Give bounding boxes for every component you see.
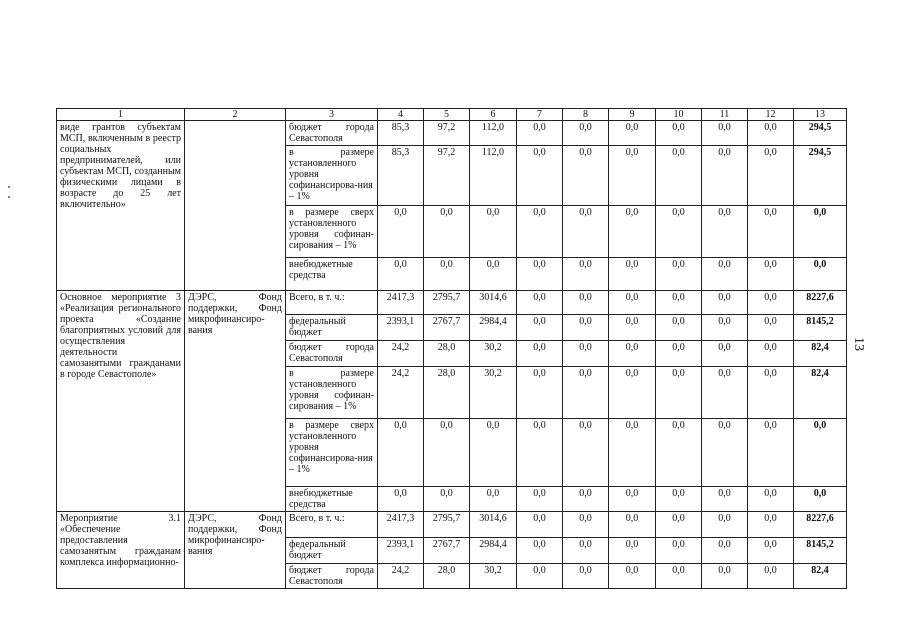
value-cell: 0,0 — [517, 564, 563, 589]
value-cell: 0,0 — [517, 206, 563, 258]
value-cell: 0,0 — [656, 341, 702, 367]
value-cell: 0,0 — [563, 258, 609, 291]
value-cell: 0,0 — [563, 512, 609, 538]
header-cell: 11 — [702, 109, 748, 121]
value-cell: 0,0 — [424, 258, 470, 291]
value-cell: 0,0 — [609, 419, 656, 487]
value-cell: 0,0 — [424, 419, 470, 487]
value-cell: 2393,1 — [378, 538, 424, 564]
page-number: 13 — [851, 337, 866, 351]
value-cell: 0,0 — [702, 419, 748, 487]
value-cell: 0,0 — [702, 258, 748, 291]
value-cell: 0,0 — [517, 291, 563, 315]
value-cell: 0,0 — [656, 367, 702, 419]
value-cell: 0,0 — [470, 206, 517, 258]
value-cell: 0,0 — [656, 419, 702, 487]
value-cell: 2984,4 — [470, 538, 517, 564]
funding-source-cell: в размере сверх установленного уровня софинан-сирования – 1% — [286, 206, 378, 258]
value-cell: 2767,7 — [424, 315, 470, 341]
value-cell: 0,0 — [702, 291, 748, 315]
value-cell: 0,0 — [609, 367, 656, 419]
value-cell: 0,0 — [702, 487, 748, 512]
header-cell: 6 — [470, 109, 517, 121]
total-cell: 0,0 — [794, 419, 847, 487]
value-cell: 0,0 — [609, 538, 656, 564]
value-cell: 0,0 — [563, 538, 609, 564]
value-cell: 0,0 — [470, 487, 517, 512]
value-cell: 0,0 — [656, 291, 702, 315]
funding-source-cell: бюджет города Севастополя — [286, 121, 378, 146]
value-cell: 0,0 — [702, 341, 748, 367]
total-cell: 0,0 — [794, 487, 847, 512]
budget-table — [56, 108, 847, 589]
value-cell: 0,0 — [609, 564, 656, 589]
value-cell: 0,0 — [563, 291, 609, 315]
value-cell: 0,0 — [517, 121, 563, 146]
value-cell: 0,0 — [609, 206, 656, 258]
activity-name-cell: Мероприятие 3.1 «Обеспечение предоставления самозанятым гражданам комплекса информационно- — [57, 512, 185, 589]
value-cell: 0,0 — [702, 315, 748, 341]
value-cell: 0,0 — [656, 564, 702, 589]
value-cell: 0,0 — [378, 206, 424, 258]
value-cell: 0,0 — [470, 258, 517, 291]
table-row — [57, 512, 847, 538]
value-cell: 3014,6 — [470, 291, 517, 315]
value-cell: 0,0 — [517, 512, 563, 538]
value-cell: 0,0 — [470, 419, 517, 487]
total-cell: 0,0 — [794, 206, 847, 258]
value-cell: 2767,7 — [424, 538, 470, 564]
value-cell: 0,0 — [378, 258, 424, 291]
value-cell: 2417,3 — [378, 291, 424, 315]
total-cell: 8145,2 — [794, 538, 847, 564]
value-cell: 0,0 — [517, 538, 563, 564]
value-cell: 0,0 — [563, 315, 609, 341]
value-cell: 24,2 — [378, 564, 424, 589]
funding-source-cell: внебюджетные средства — [286, 487, 378, 512]
header-cell: 10 — [656, 109, 702, 121]
value-cell: 0,0 — [748, 538, 794, 564]
funding-source-cell: бюджет города Севастополя — [286, 341, 378, 367]
value-cell: 0,0 — [748, 367, 794, 419]
value-cell: 0,0 — [609, 121, 656, 146]
executor-cell — [185, 121, 286, 291]
value-cell: 0,0 — [656, 146, 702, 206]
executor-cell: ДЭРС, Фонд поддержки, Фонд микрофинансиро-вания — [185, 512, 286, 589]
value-cell: 0,0 — [748, 121, 794, 146]
funding-source-cell: в размере установленного уровня софинан-сирования – 1% — [286, 367, 378, 419]
value-cell: 97,2 — [424, 121, 470, 146]
value-cell: 0,0 — [424, 487, 470, 512]
value-cell: 0,0 — [563, 564, 609, 589]
table-row — [57, 121, 847, 146]
value-cell: 0,0 — [517, 258, 563, 291]
header-cell: 4 — [378, 109, 424, 121]
value-cell: 0,0 — [517, 341, 563, 367]
value-cell: 0,0 — [656, 121, 702, 146]
header-cell: 12 — [748, 109, 794, 121]
header-cell: 9 — [609, 109, 656, 121]
value-cell: 30,2 — [470, 341, 517, 367]
value-cell: 0,0 — [563, 419, 609, 487]
value-cell: 0,0 — [609, 291, 656, 315]
header-cell: 5 — [424, 109, 470, 121]
total-cell: 8227,6 — [794, 291, 847, 315]
value-cell: 0,0 — [702, 564, 748, 589]
value-cell: 30,2 — [470, 367, 517, 419]
value-cell: 28,0 — [424, 341, 470, 367]
value-cell: 85,3 — [378, 121, 424, 146]
value-cell: 0,0 — [748, 512, 794, 538]
value-cell: 97,2 — [424, 146, 470, 206]
value-cell: 0,0 — [517, 487, 563, 512]
activity-name-cell: Основное мероприятие 3 «Реализация регионального проекта «Создание благоприятных условий для осуществления деятельности самозанятыми гражданами в городе Севастополе» — [57, 291, 185, 512]
value-cell: 0,0 — [517, 419, 563, 487]
value-cell: 0,0 — [748, 564, 794, 589]
value-cell: 0,0 — [563, 341, 609, 367]
value-cell: 0,0 — [702, 206, 748, 258]
header-cell: 13 — [794, 109, 847, 121]
value-cell: 0,0 — [563, 487, 609, 512]
funding-source-cell: Всего, в т. ч.: — [286, 291, 378, 315]
value-cell: 0,0 — [748, 206, 794, 258]
total-cell: 8227,6 — [794, 512, 847, 538]
value-cell: 0,0 — [748, 419, 794, 487]
value-cell: 0,0 — [702, 538, 748, 564]
value-cell: 0,0 — [702, 367, 748, 419]
value-cell: 30,2 — [470, 564, 517, 589]
total-cell: 82,4 — [794, 564, 847, 589]
value-cell: 112,0 — [470, 146, 517, 206]
value-cell: 2417,3 — [378, 512, 424, 538]
value-cell: 0,0 — [748, 315, 794, 341]
value-cell: 0,0 — [609, 341, 656, 367]
table-row — [57, 291, 847, 315]
total-cell: 82,4 — [794, 367, 847, 419]
funding-source-cell: Всего, в т. ч.: — [286, 512, 378, 538]
value-cell: 0,0 — [517, 367, 563, 419]
value-cell: 24,2 — [378, 367, 424, 419]
total-cell: 294,5 — [794, 121, 847, 146]
value-cell: 0,0 — [563, 206, 609, 258]
value-cell: 0,0 — [378, 419, 424, 487]
value-cell: 0,0 — [563, 367, 609, 419]
value-cell: 2393,1 — [378, 315, 424, 341]
value-cell: 0,0 — [563, 121, 609, 146]
value-cell: 3014,6 — [470, 512, 517, 538]
value-cell: 112,0 — [470, 121, 517, 146]
value-cell: 0,0 — [702, 121, 748, 146]
value-cell: 0,0 — [748, 258, 794, 291]
value-cell: 0,0 — [609, 487, 656, 512]
value-cell: 0,0 — [656, 487, 702, 512]
value-cell: 0,0 — [748, 146, 794, 206]
value-cell: 2795,7 — [424, 512, 470, 538]
value-cell: 0,0 — [702, 512, 748, 538]
value-cell: 0,0 — [517, 146, 563, 206]
value-cell: 0,0 — [424, 206, 470, 258]
header-cell: 1 — [57, 109, 185, 121]
funding-source-cell: в размере установленного уровня софинансирова-ния – 1% — [286, 146, 378, 206]
value-cell: 0,0 — [748, 341, 794, 367]
value-cell: 0,0 — [656, 315, 702, 341]
value-cell: 0,0 — [656, 258, 702, 291]
funding-source-cell: внебюджетные средства — [286, 258, 378, 291]
value-cell: 24,2 — [378, 341, 424, 367]
total-cell: 294,5 — [794, 146, 847, 206]
value-cell: 2984,4 — [470, 315, 517, 341]
header-cell: 8 — [563, 109, 609, 121]
value-cell: 0,0 — [656, 538, 702, 564]
value-cell: 0,0 — [702, 146, 748, 206]
activity-name-cell: виде грантов субъектам МСП, включенным в реестр социальных предпринимателей, или субъектам МСП, созданным физическими лицами в возрасте до 25 лет включительно» — [57, 121, 185, 291]
value-cell: 0,0 — [517, 315, 563, 341]
total-cell: 82,4 — [794, 341, 847, 367]
value-cell: 28,0 — [424, 367, 470, 419]
value-cell: 0,0 — [609, 512, 656, 538]
value-cell: 0,0 — [563, 146, 609, 206]
value-cell: 0,0 — [656, 206, 702, 258]
funding-source-cell: бюджет города Севастополя — [286, 564, 378, 589]
funding-source-cell: федеральный бюджет — [286, 538, 378, 564]
total-cell: 0,0 — [794, 258, 847, 291]
value-cell: 0,0 — [609, 146, 656, 206]
header-row — [57, 109, 847, 121]
funding-source-cell: федеральный бюджет — [286, 315, 378, 341]
value-cell: 0,0 — [656, 512, 702, 538]
scan-speck — [8, 196, 10, 198]
executor-cell: ДЭРС, Фонд поддержки, Фонд микрофинансиро-вания — [185, 291, 286, 512]
value-cell: 85,3 — [378, 146, 424, 206]
scan-speck — [8, 186, 10, 188]
value-cell: 0,0 — [748, 291, 794, 315]
value-cell: 0,0 — [378, 487, 424, 512]
header-cell: 3 — [286, 109, 378, 121]
header-cell: 7 — [517, 109, 563, 121]
value-cell: 0,0 — [609, 258, 656, 291]
funding-source-cell: в размере сверх установленного уровня софинансирова-ния – 1% — [286, 419, 378, 487]
value-cell: 2795,7 — [424, 291, 470, 315]
value-cell: 0,0 — [609, 315, 656, 341]
value-cell: 0,0 — [748, 487, 794, 512]
header-cell: 2 — [185, 109, 286, 121]
value-cell: 28,0 — [424, 564, 470, 589]
total-cell: 8145,2 — [794, 315, 847, 341]
